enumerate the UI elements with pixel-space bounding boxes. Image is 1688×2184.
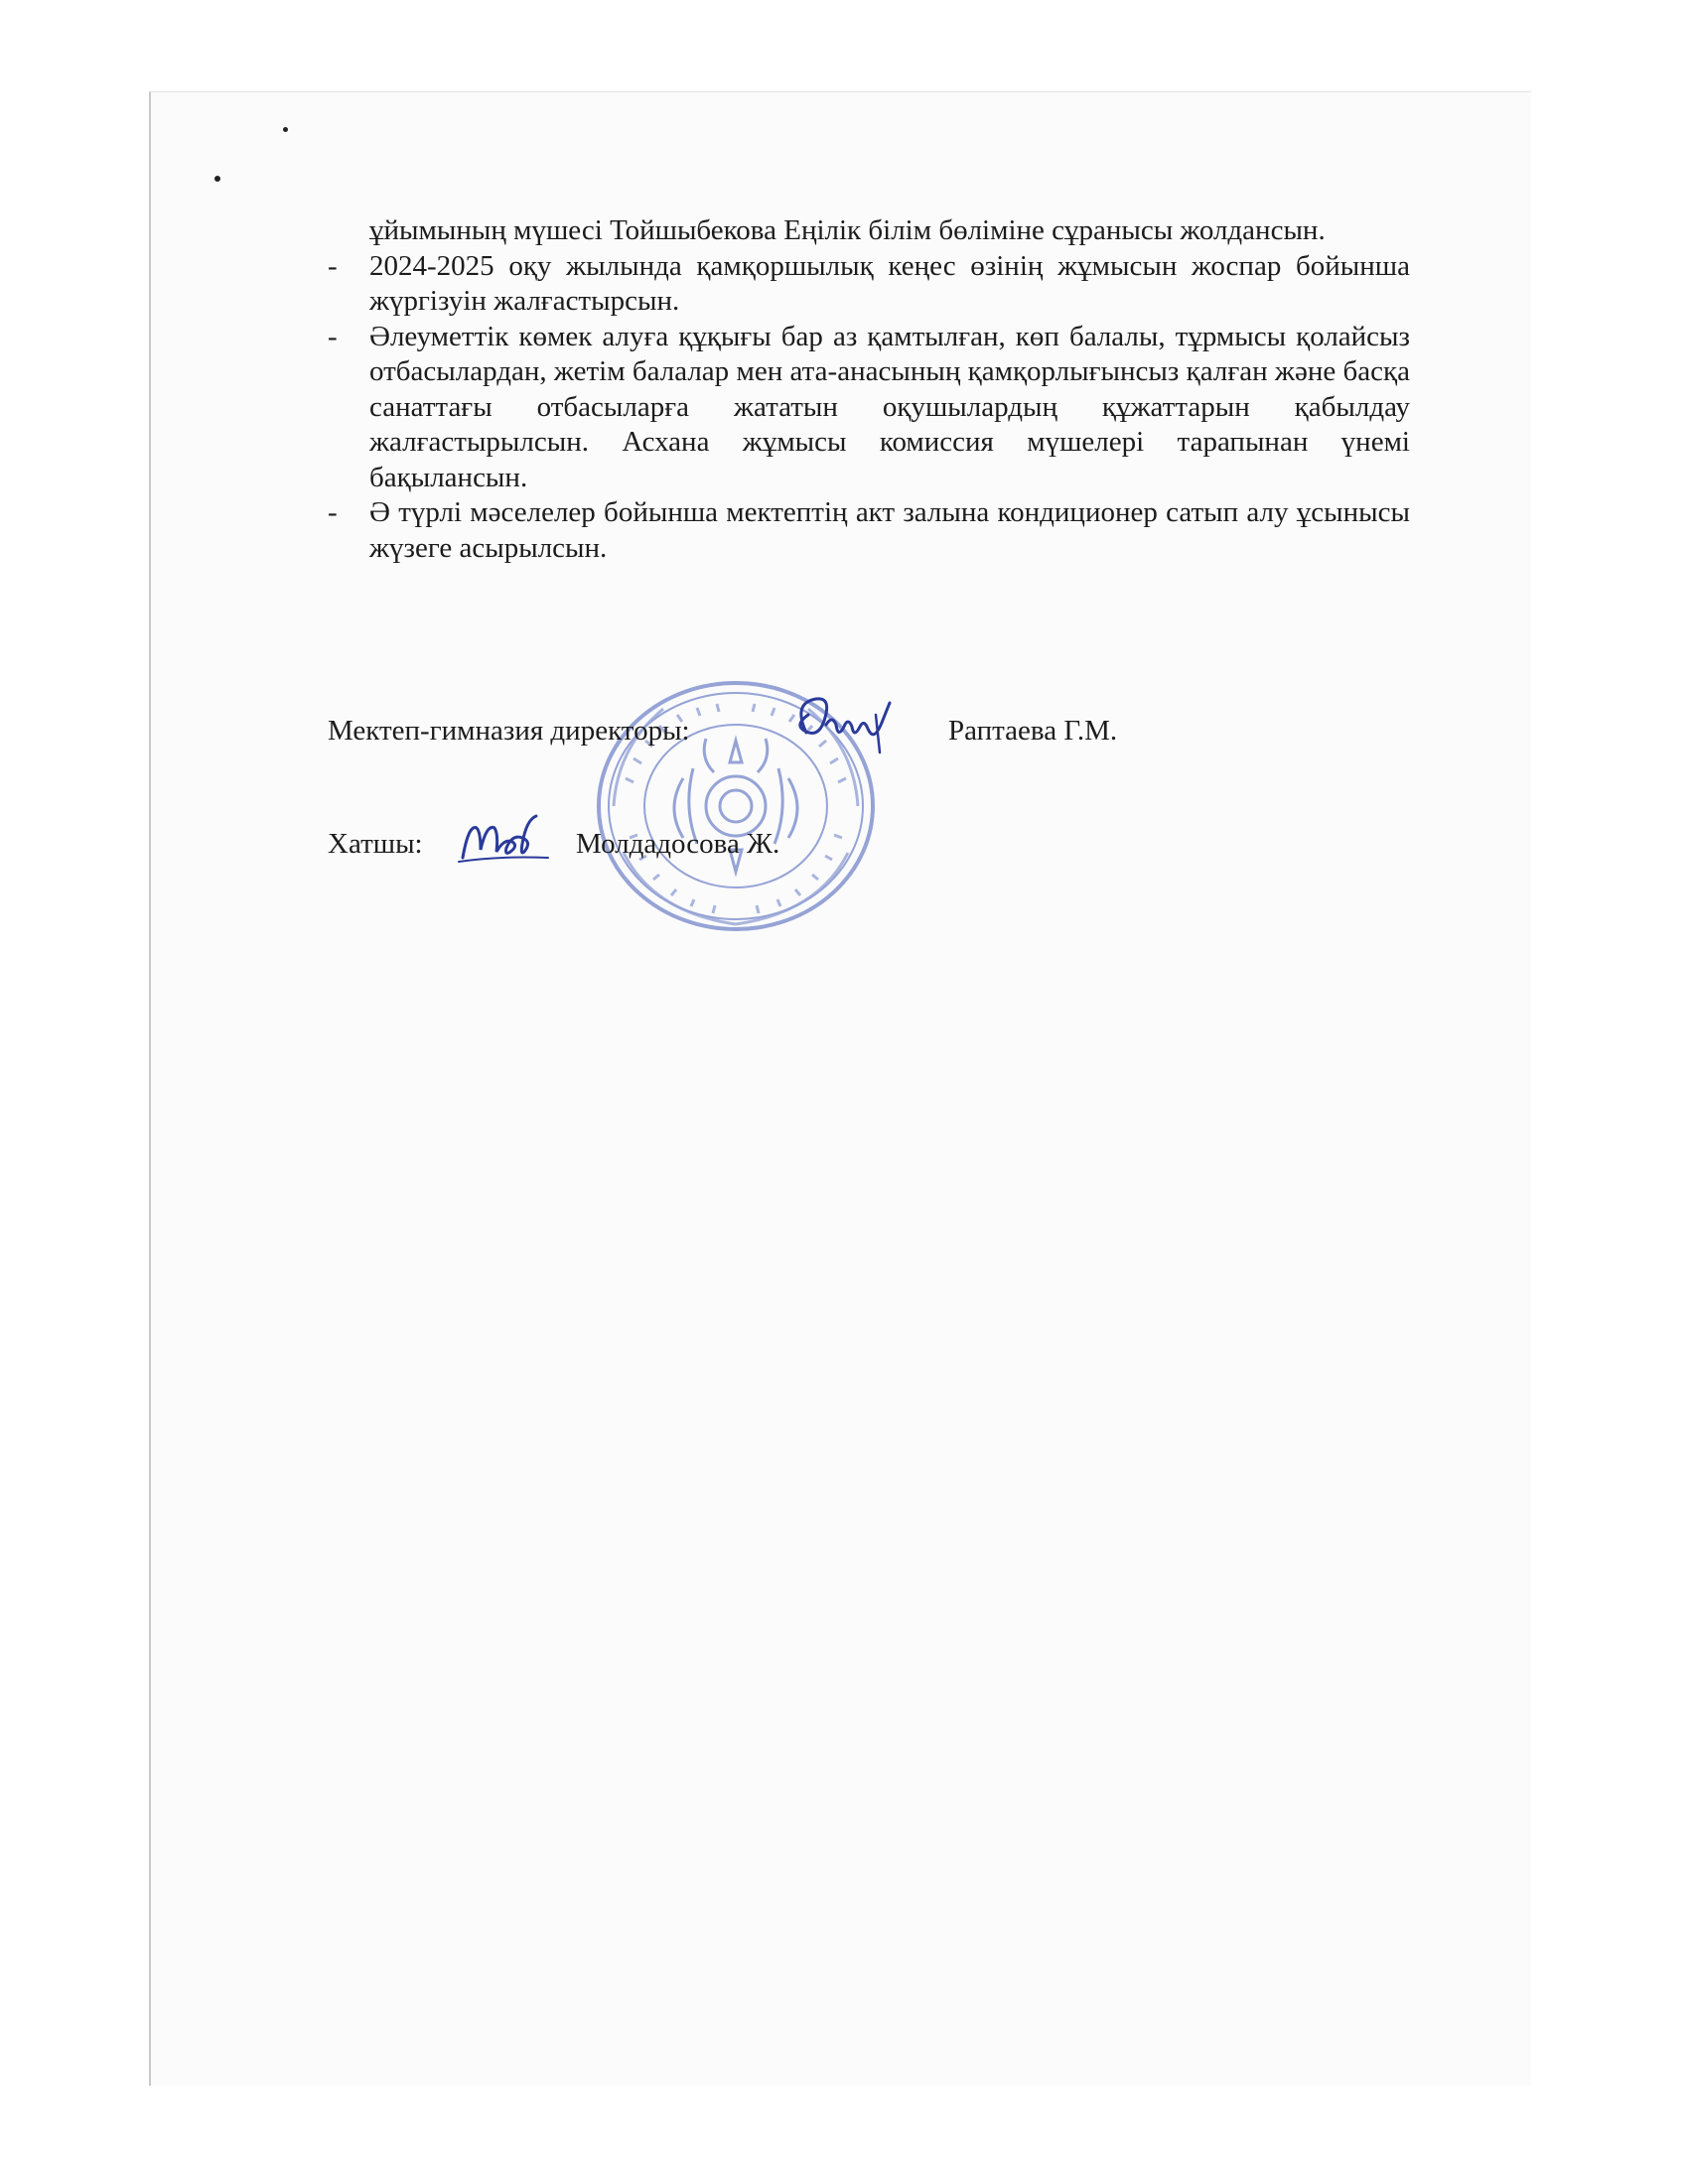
scan-speck — [214, 176, 220, 182]
decision-list — [328, 213, 1410, 566]
director-name: Раптаева Г.М. — [948, 715, 1118, 747]
decision-item — [328, 213, 1410, 249]
secretary-name: Молдадосова Ж. — [576, 828, 780, 860]
secretary-signature-icon — [455, 812, 554, 872]
decision-item — [328, 249, 1410, 320]
scan-speck — [283, 127, 288, 132]
decision-item — [328, 320, 1410, 496]
decision-text: Әлеуметтік көмек алуға құқығы бар аз қамтылған, көп балалы, тұрмысы қолайсыз отбасылардан, жетім балалар мен ата-анасының қамқорлығынсыз қалған және басқа санаттағы отбасыларға жататын оқушылардың құжаттарын қабылдау жалғастырылсын. Асхана жұмысы комиссия мүшелері тарапынан үнемі бақылансын. — [369, 320, 1410, 493]
decision-text: Ә түрлі мәселелер бойынша мектептің акт залына кондиционер сатып алу ұсынысы жүзеге асырылсын. — [369, 496, 1410, 564]
secretary-name-line — [576, 828, 779, 861]
director-name-line — [948, 715, 1117, 748]
director-signature-line — [328, 715, 690, 748]
secretary-signature-line — [328, 828, 423, 861]
decision-text: ұйымының мүшесі Тойшыбекова Еңілік білім бөліміне сұранысы жолдансын. — [369, 214, 1326, 246]
director-title: Мектеп-гимназия директоры: — [328, 715, 690, 747]
bullet-dash: - — [328, 249, 338, 282]
bullet-dash: - — [328, 320, 338, 352]
director-signature-icon — [784, 685, 904, 764]
decision-text: 2024-2025 оқу жылында қамқоршылық кеңес өзінің жұмысын жоспар бойынша жүргізуін жалғастырсын. — [369, 249, 1410, 317]
secretary-title: Хатшы: — [328, 828, 423, 860]
bullet-dash: - — [328, 496, 338, 528]
decision-item — [328, 495, 1410, 566]
